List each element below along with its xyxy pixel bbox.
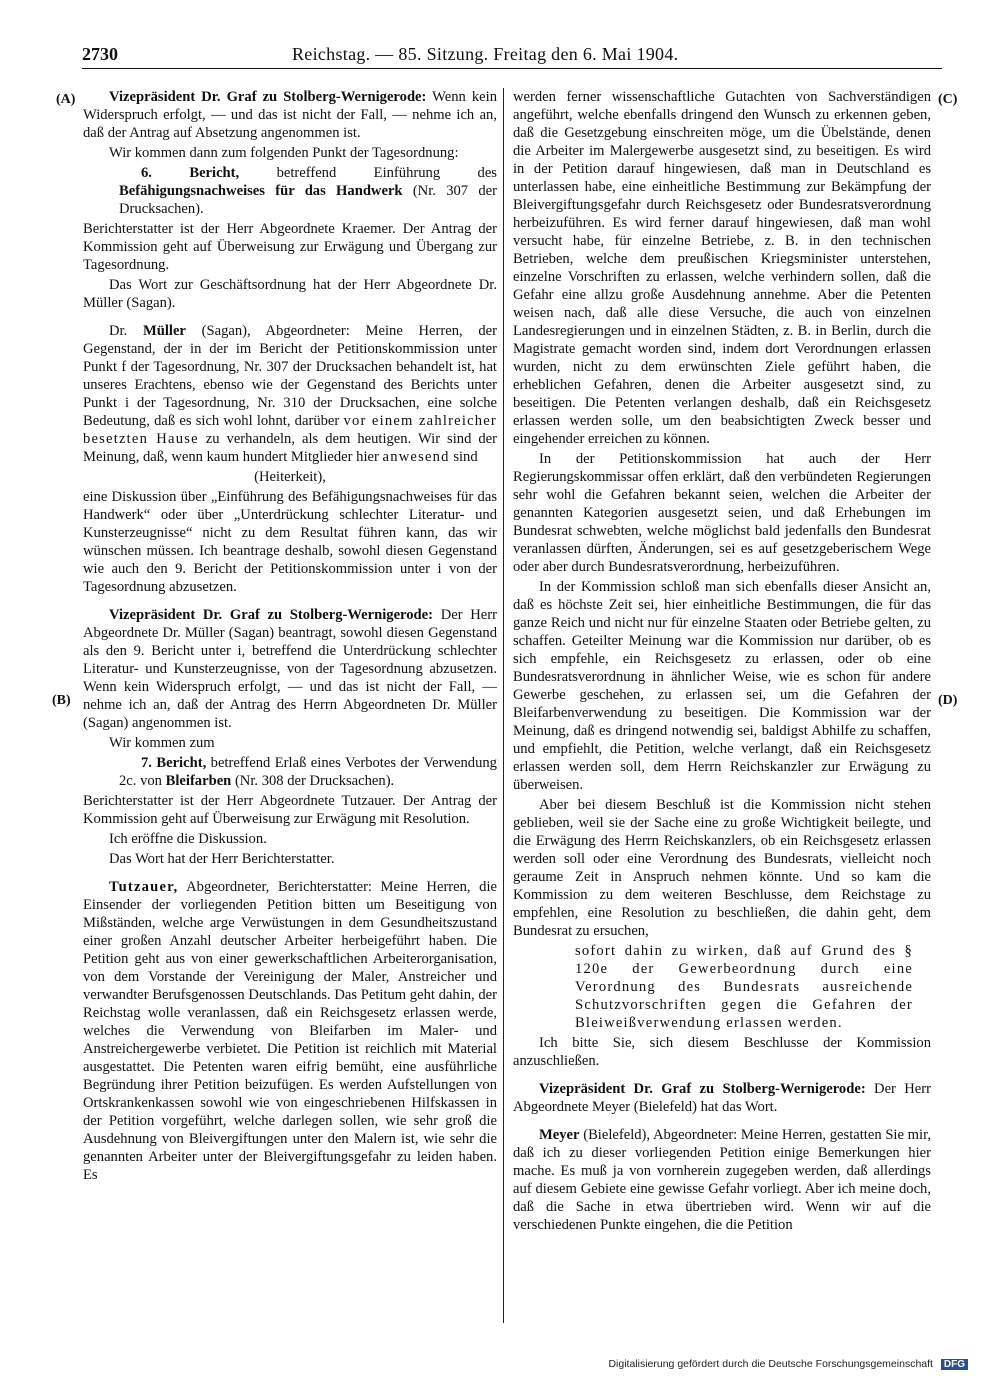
paragraph: Das Wort zur Geschäftsordnung hat der Herr Abgeordnete Dr. Müller (Sagan).: [83, 277, 497, 311]
credit-text: Digitalisierung gefördert durch die Deutsche Forschungsgemeinschaft: [608, 1358, 933, 1370]
speaker-prefix: Dr.: [109, 323, 143, 339]
agenda-reference: (Nr. 307 der Drucksachen).: [119, 183, 497, 217]
paragraph: Wir kommen zum: [109, 735, 215, 751]
speech-paragraph: [513, 1126, 931, 1234]
speech-paragraph: eine Diskussion über „Einführung des Befähigungsnachweises für das Handwerk“ oder über „Unterdrückung schlechter Literatur- und Kunsterzeugnisse“ nicht zu dem Resultat führen kann, das wir wünschen müssen. Ich beantrage deshalb, sowohl diesen Gegenstand wie auch den 9. Bericht der Petitionskommission unter i von der Tagesordnung abzusetzen.: [83, 489, 497, 595]
agenda-number: 7. Bericht,: [141, 755, 207, 771]
agenda-text: betreffend Erlaß eines Verbotes der Verwendung: [206, 755, 497, 771]
agenda-reference: (Nr. 308 der Drucksachen).: [231, 773, 395, 789]
right-column: [513, 88, 931, 1236]
agenda-number: 6. Bericht,: [141, 165, 240, 181]
speech-paragraph: [513, 1080, 931, 1116]
speech-text: Der Herr Abgeordnete Meyer (Bielefeld) hat das Wort.: [513, 1081, 931, 1115]
running-head: Reichstag. — 85. Sitzung. Freitag den 6. Mai 1904.: [292, 44, 679, 64]
digitization-credit: [608, 1358, 968, 1370]
agenda-subject: Bleifarben: [165, 773, 232, 789]
margin-marker-c: (C): [938, 92, 958, 107]
page-number: 2730: [82, 44, 118, 64]
speech-paragraph: In der Petitionskommission hat auch der Herr Regierungskommissar offen erklärt, daß den verbündeten Regierungen sehr wohl die Gefahren bekannt seien, welchen die Arbeiter der genannten Kategorien ausgesetzt seien, und daß Erhebungen im Bundesrat schwebten, welche möglichst bald jedenfalls den Bundesrat veranlassen dürften, Änderungen, sei es auf gesetzgeberischem Wege oder aber durch Bundesratsverordnung, herbeizuführen.: [513, 451, 931, 575]
speech-text: (Bielefeld), Abgeordneter: Meine Herren, gestatten Sie mir, daß ich zu dieser vorliegenden Petition einige Bemerkungen hier mache. Es muß ja von vornherein zugegeben werden, daß allerdings auf diesem Gebiete eine gewisse Gefahr vorliegt. Aber ich meine doch, daß die Sache in etwa übertrieben wird. Wenn wir auf die verschiedenen Punkte eingehen, die die Petition: [513, 1127, 931, 1233]
speaker-name: Vizepräsident Dr. Graf zu Stolberg-Wernigerode:: [109, 89, 427, 105]
spaced-emphasis: anwesend: [382, 449, 450, 465]
speaker-name: Müller: [142, 323, 186, 339]
paragraph: Ich eröffne die Diskussion.: [109, 831, 267, 847]
speech-paragraph: [83, 322, 497, 466]
agenda-item-7: [119, 754, 497, 790]
speech-paragraph: [83, 878, 497, 1184]
speech-text: sind: [449, 449, 478, 465]
paragraph: Das Wort hat der Herr Berichterstatter.: [109, 851, 335, 867]
paragraph-text: Wenn kein Widerspruch erfolgt, — und das ist nicht der Fall, — nehme ich an, daß der Antrag auf Absetzung angenommen ist.: [83, 89, 497, 141]
agenda-text: von: [136, 773, 166, 789]
margin-marker-b: (B): [52, 693, 71, 708]
spaced-emphasis: vor einem zahlreicher besetzten Hause: [83, 413, 497, 447]
paragraph: Berichterstatter ist der Herr Abgeordnete Tutzauer. Der Antrag der Kommission geht auf Überweisung zur Erwägung mit Resolution.: [83, 793, 497, 827]
column-divider: [503, 88, 504, 1323]
speech-paragraph: werden ferner wissenschaftliche Gutachten von Sachverständigen angeführt, welche ebenfalls dringend den Wunsch zu erkennen geben, daß die Gesetzgebung einschreiten möge, um die Übelstände, denen die Arbeiter im Malergewerbe ausgesetzt sind, zu beseitigen. Es wird in der Petition darauf hingewiesen, daß man in Deutschland es unterlassen habe, eine einheitliche Bestimmung zur Bekämpfung der Bleivergiftungsgefahr durch Reichsgesetz oder Bundesratsverordnung herbeizuführen. Es wird ferner darauf hingewiesen, daß man wohl versucht habe, für einzelne Betriebe, z. B. in den technischen Betrieben, welche dem preußischen Kriegsminister unterstehen, einzelne Vorschriften zu erlassen, welche verhindern sollen, daß die Gefahr eine allzu große Ausdehnung annehme. Aber die Petenten weisen nach, daß alle diese Versuche, die auch von einzelnen Landesregierungen und in einzelnen Städten, z. B. in Berlin, durch die Magistrate gemacht worden sind, indem dort Verordnungen erlassen wurden, nicht zu dem erwünschten Ziele geführt haben, die erheblichen Gefahren, denen die Arbeiter ausgesetzt sind, zu beseitigen. Die Petenten verlangen deshalb, daß ein Reichsgesetz erlassen werden solle, um den beabsichtigten Zweck besser und eingehender erreichen zu können.: [513, 89, 931, 447]
agenda-subject: Befähigungsnachweises für das Handwerk: [119, 183, 403, 199]
interjection: (Heiterkeit),: [254, 469, 326, 485]
speaker-name: Tutzauer,: [109, 879, 179, 895]
speech-paragraph: Ich bitte Sie, sich diesem Beschlusse der Kommission anzuschließen.: [513, 1035, 931, 1069]
agenda-abbreviation: 2c.: [119, 773, 137, 789]
speaker-name: Vizepräsident Dr. Graf zu Stolberg-Wernigerode:: [539, 1081, 866, 1097]
speaker-name: Meyer: [539, 1127, 580, 1143]
paragraph: [83, 88, 497, 142]
speech-text: Der Herr Abgeordnete Dr. Müller (Sagan) beantragt, sowohl diesen Gegenstand als den 9. Bericht unter i, betreffend die Unterdrückung schlechter Literatur- und Kunsterzeugnisse, von der Tagesordnung abzusetzen. Wenn kein Widerspruch erfolgt, — und das ist nicht der Fall, — nehme ich an, daß der Antrag des Herrn Abgeordneten Dr. Müller (Sagan) angenommen ist.: [83, 607, 497, 731]
speaker-name: Vizepräsident Dr. Graf zu Stolberg-Wernigerode:: [109, 607, 434, 623]
speech-text: Abgeordneter, Berichterstatter: Meine Herren, die Einsender der vorliegenden Petition bitten um Beseitigung von Mißständen, welche arge Verwüstungen in dem Gesundheitszustand einer großen Anzahl deutscher Arbeiter herbeigeführt haben. Die Petition geht aus von einer gewerkschaftlichen Arbeiterorganisation, von dem Vorstande der Vereinigung der Maler, Anstreicher und verwandter Berufsgenossen Deutschlands. Das Petitum geht dahin, der Reichstag wolle veranlassen, daß ein Reichsgesetz erlassen werde, welches die Verwendung von Bleifarben im Maler- und Anstreichergewerbe verbietet. Die Petition ist reichlich mit Material ausgestattet. Die Petenten waren eifrig bemüht, eine ausführliche Begründung ihrer Petition beizufügen. Es werden Aufstellungen von Ortskrankenkassen sowohl wie von eingeschriebenen Hilfskassen in der Petition vorgeführt, welche darlegen sollen, wie sehr groß die Ausdehnung von Bleivergiftungen unter den Malern ist, wie sehr die genannten Arbeiter unter der Bleivergiftungsgefahr zu leiden haben. Es: [83, 879, 497, 1183]
resolution-text: sofort dahin zu wirken, daß auf Grund des § 120e der Gewerbeordnung durch eine Verordnung des Bundesrats ausreichende Schutzvorschriften gegen die Gefahren der Bleiweißverwendung erlassen werden.: [575, 943, 913, 1031]
margin-marker-d: (D): [938, 693, 958, 708]
speech-text: zu verhandeln, als dem heutigen. Wir sind der Meinung, daß, wenn kaum hundert Mitglieder hier: [83, 431, 497, 465]
speech-paragraph: Aber bei diesem Beschluß ist die Kommission nicht stehen geblieben, weil sie der Sache eine zu große Wichtigkeit beilegte, und die Erwägung des Herrn Reichskanzlers, ob ein Reichsgesetz erlassen werden soll oder eine Verordnung des Bundesrats, vielleicht noch geraume Zeit in Anspruch nehmen könnte. Und so kam die Kommission zu dem weiteren Beschlusse, dem Reichstage zu empfehlen, eine Resolution zu beschließen, die dahin geht, dem Bundesrat zu ersuchen,: [513, 797, 931, 939]
speech-paragraph: In der Kommission schloß man sich ebenfalls dieser Ansicht an, daß es höchste Zeit sei, hier einheitliche Bestimmungen, die für das ganze Reich und nicht nur für einzelne Staaten oder Betriebe gelten, zu schaffen. Geteilter Meinung war die Kommission nur darüber, ob es sich empfehle, ein Reichsgesetz zu erlassen, oder ob eine Bundesratsverordnung in ähnlicher Weise, wie es schon für andere Gewerbe geschehen, zu erlassen sei, um die Gefahren der Bleifarbenverwendung zu beseitigen. Die Kommission war der Meinung, daß es dringend notwendig sei, baldigst Abhilfe zu schaffen, und empfiehlt, die Petition, welche verlangt, daß ein Reichsgesetz erlassen werden soll, dem Herrn Reichskanzler zur Erwägung zu überweisen.: [513, 579, 931, 793]
paragraph: Berichterstatter ist der Herr Abgeordnete Kraemer. Der Antrag der Kommission geht auf Überweisung zur Erwägung und Übergang zur Tagesordnung.: [83, 221, 497, 273]
page-header: [82, 40, 942, 69]
speech-paragraph: [83, 606, 497, 732]
dfg-logo: DFG: [941, 1359, 968, 1370]
agenda-item-6: [119, 164, 497, 218]
agenda-text: betreffend Einführung des: [239, 165, 497, 181]
margin-marker-a: (A): [56, 92, 76, 107]
speech-text: (Sagan), Abgeordneter: Meine Herren, der Gegenstand, der in der im Bericht der Petitionskommission unter Punkt f der Tagesordnung, Nr. 307 der Drucksachen behandelt ist, hat unseres Erachtens, ebenso wie der Gegenstand des Berichts unter Punkt i der Tagesordnung, Nr. 310 der Drucksachen, eine solche Bedeutung, daß es sich wohl lohnt, darüber: [83, 323, 497, 429]
paragraph: Wir kommen dann zum folgenden Punkt der Tagesordnung:: [109, 145, 459, 161]
left-column: [83, 88, 497, 1186]
